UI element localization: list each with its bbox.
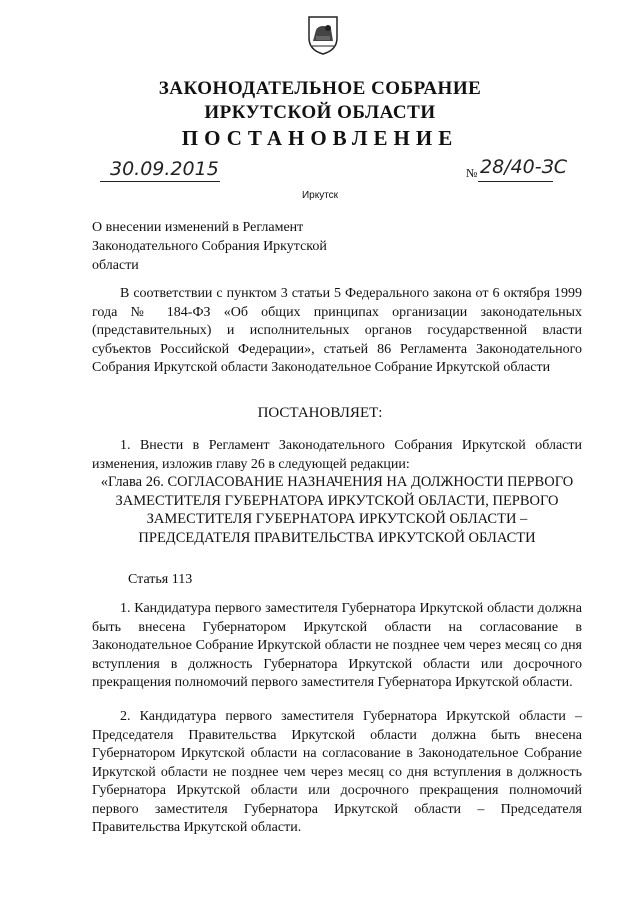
- article-heading: Статья 113: [128, 572, 193, 587]
- organization-title-line1: ЗАКОНОДАТЕЛЬНОЕ СОБРАНИЕ: [158, 78, 482, 99]
- decree-heading: ПОСТАНОВЛЯЕТ:: [257, 405, 383, 421]
- document-type: ПОСТАНОВЛЕНИЕ: [181, 126, 459, 150]
- chapter-title: «Глава 26. СОГЛАСОВАНИЕ НАЗНАЧЕНИЯ НА ДОЛЖНОСТИ ПЕРВОГО ЗАМЕСТИТЕЛЯ ГУБЕРНАТОРА ИРКУТСКОЙ ОБЛАСТИ, ПЕРВОГО ЗАМЕСТИТЕЛЯ ГУБЕРНАТОРА ИРКУТСКОЙ ОБЛАСТИ – ПРЕДСЕДАТЕЛЯ ПРАВИТЕЛЬСТВА ИРКУТСКОЙ ОБЛАСТИ: [100, 474, 574, 546]
- point-1: 1. Внести в Регламент Законодательного Собрания Иркутской области изменения, изложив главу 26 в следующей редакции:: [92, 438, 582, 472]
- coat-of-arms-icon: [306, 14, 340, 56]
- date-underline: [100, 181, 220, 182]
- organization-title-line2: ИРКУТСКОЙ ОБЛАСТИ: [204, 102, 436, 123]
- document-date: 30.09.2015: [110, 158, 219, 180]
- article-paragraph-1: 1. Кандидатура первого заместителя Губернатора Иркутской области должна быть внесена Губернатором Иркутской области на согласование в Законодательное Собрание Иркутской области не позднее чем через месяц со дня вступления в должность Губернатора Иркутской области или досрочного прекращения полномочий первого заместителя Губернатора Иркутской области.: [92, 601, 582, 690]
- document-subject: О внесении изменений в Регламент Законодательного Собрания Иркутской области: [92, 220, 327, 273]
- city: Иркутск: [301, 190, 339, 201]
- number-underline: [478, 181, 553, 182]
- article-paragraph-2: 2. Кандидатура первого заместителя Губернатора Иркутской области – Председателя Правительства Иркутской области должна быть внесена Губернатором Иркутской области на согласование в Законодательное Собрание Иркутской области не позднее чем через месяц со дня вступления в должность Губернатора Иркутской области или досрочного прекращения полномочий первого заместителя Губернатора Иркутской области – Председателя Правительства Иркутской области.: [92, 709, 582, 835]
- number-label: №: [466, 166, 478, 180]
- document-number: 28/40-ЗС: [480, 156, 568, 178]
- intro-paragraph: В соответствии с пунктом 3 статьи 5 Федерального закона от 6 октября 1999 года № 184-ФЗ «Об общих принципах организации законодательных (представительных) и исполнительных органов государственной власти субъектов Российской Федерации», статьей 86 Регламента Законодательного Собрания Иркутской области Законодательное Собрание Иркутской области: [92, 286, 582, 375]
